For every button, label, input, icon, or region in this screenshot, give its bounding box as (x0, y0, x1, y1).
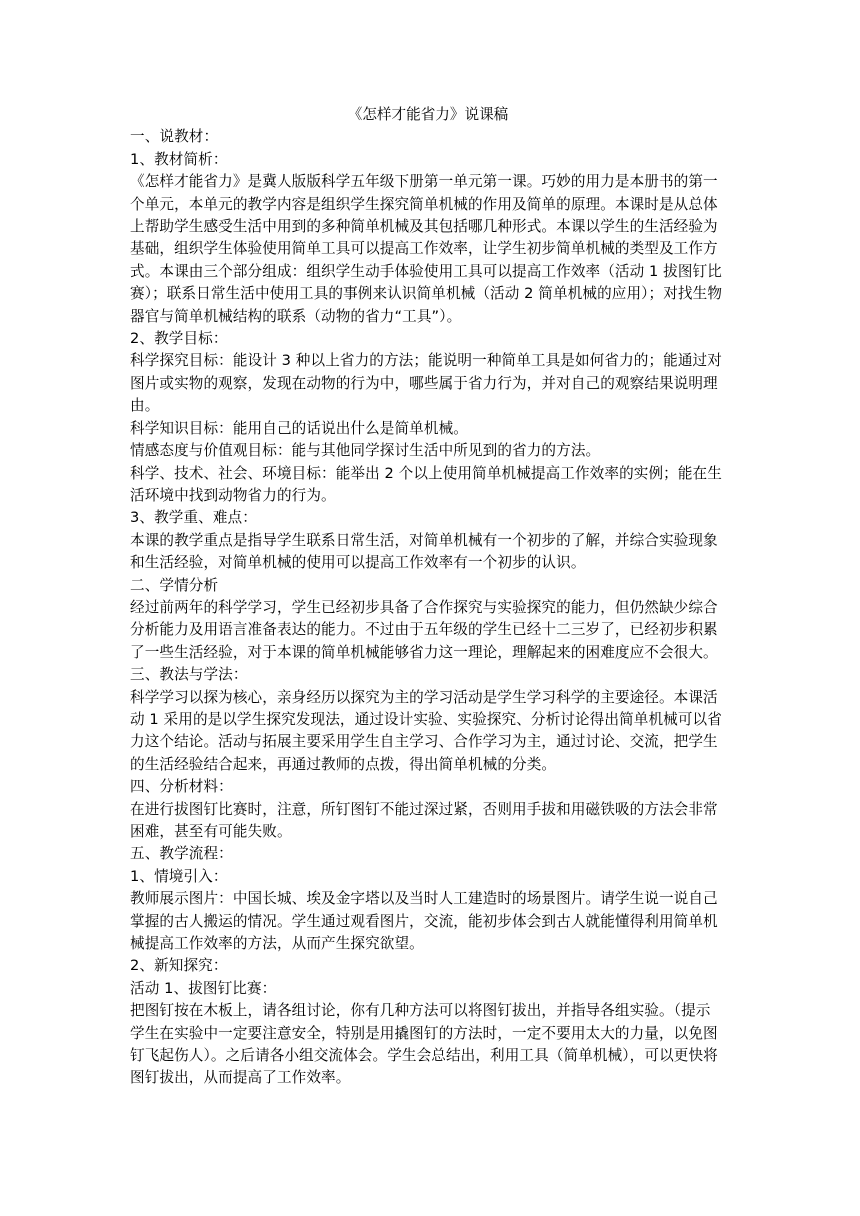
text-line: 赛）；联系日常生活中使用工具的事例来认识简单机械（活动 2 简单机械的应用）；对找生物 (130, 285, 723, 303)
text-line: 图钉拔出，从而提高了工作效率。 (130, 1069, 351, 1087)
text-line: 情感态度与价值观目标：能与其他同学探讨生活中所见到的省力的方法。 (130, 442, 601, 460)
text-line: 了一些生活经验，对于本课的简单机械能够省力这一理论，理解起来的困难度应不会很大。 (130, 643, 718, 661)
document-page (130, 104, 730, 1090)
text-line: 活动 1、拔图钉比赛： (130, 979, 277, 997)
text-line: 2、新知探究： (130, 957, 228, 975)
text-line: 1、情境引入： (130, 867, 228, 885)
text-line: 3、教学重、难点： (130, 509, 257, 527)
text-line: 1、教材简析： (130, 150, 228, 168)
text-line: 个单元，本单元的教学内容是组织学生探究简单机械的作用及简单的原理。本课时是从总体 (130, 195, 718, 213)
text-line: 动 1 采用的是以学生探究发现法，通过设计实验、实验探究、分析讨论得出简单机械可以省 (130, 710, 722, 728)
text-line: 2、教学目标： (130, 330, 228, 348)
text-line: 力这个结论。活动与拓展主要采用学生自主学习、合作学习为主，通过讨论、交流，把学生 (130, 733, 718, 751)
text-line: 掌握的古人搬运的情况。学生通过观看图片，交流，能初步体会到古人就能懂得利用简单机 (130, 912, 718, 930)
text-line: 上帮助学生感受生活中用到的多种简单机械及其包括哪几种形式。本课以学生的生活经验为 (130, 218, 718, 236)
text-line: 三、教法与学法： (130, 666, 248, 684)
text-line: 学生在实验中一定要注意安全，特别是用撬图钉的方法时，一定不要用太大的力量，以免图 (130, 1024, 718, 1042)
text-line: 械提高工作效率的方法，从而产生探究欲望。 (130, 935, 424, 953)
text-line: 基础，组织学生体验使用简单工具可以提高工作效率，让学生初步简单机械的类型及工作方 (130, 240, 718, 258)
text-line: 活环境中找到动物省力的行为。 (130, 486, 336, 504)
text-line: 教师展示图片：中国长城、埃及金字塔以及当时人工建造时的场景图片。请学生说一说自己 (130, 890, 718, 908)
text-line: 《怎样才能省力》是冀人版版科学五年级下册第一单元第一课。巧妙的用力是本册书的第一 (130, 173, 718, 191)
text-line: 分析能力及用语言准备表达的能力。不过由于五年级的学生已经十二三岁了，已经初步积累 (130, 621, 718, 639)
text-line: 科学探究目标：能设计 3 种以上省力的方法；能说明一种简单工具是如何省力的；能通过对 (130, 352, 722, 370)
text-line: 困难，甚至有可能失败。 (130, 823, 292, 840)
text-line: 科学、技术、社会、环境目标：能举出 2 个以上使用简单机械提高工作效率的实例；能在生 (130, 464, 722, 482)
text-line: 二、学情分析 (130, 576, 219, 594)
text-line: 五、教学流程： (130, 845, 233, 863)
text-line: 把图钉按在木板上，请各组讨论，你有几种方法可以将图钉拔出，并指导各组实验。（提示 (130, 1002, 711, 1020)
text-line: 和生活经验，对简单机械的使用可以提高工作效率有一个初步的认识。 (130, 554, 586, 572)
text-line: 本课的教学重点是指导学生联系日常生活，对简单机械有一个初步的了解，并综合实验现象 (130, 531, 718, 549)
text-line: 的生活经验结合起来，再通过教师的点拨，得出简单机械的分类。 (130, 755, 557, 773)
text-line: 在进行拔图钉比赛时，注意，所钉图钉不能过深过紧，否则用手拔和用磁铁吸的方法会非常 (130, 800, 718, 818)
document-title: 《怎样才能省力》说课稿 (347, 106, 509, 123)
text-line: 四、分析材料： (130, 778, 233, 796)
text-line: 经过前两年的科学学习，学生已经初步具备了合作探究与实验探究的能力，但仍然缺少综合 (130, 598, 718, 616)
text-line: 科学知识目标：能用自己的话说出什么是简单机械。 (130, 419, 468, 437)
text-line: 器官与简单机械结构的联系（动物的省力“工具”）。 (130, 307, 462, 325)
text-line: 科学学习以探为核心，亲身经历以探究为主的学习活动是学生学习科学的主要途径。本课活 (130, 688, 718, 706)
text-line: 一、说教材： (130, 128, 219, 146)
text-line: 由。 (130, 397, 160, 415)
text-line: 式。本课由三个部分组成：组织学生动手体验使用工具可以提高工作效率（活动 1 拔图钉比 (130, 262, 722, 280)
document-body (130, 126, 730, 1089)
text-line: 图片或实物的观察，发现在动物的行为中，哪些属于省力行为，并对自己的观察结果说明理 (130, 374, 718, 392)
text-line: 钉飞起伤人）。之后请各小组交流体会。学生会总结出，利用工具（简单机械），可以更快将 (130, 1047, 718, 1065)
